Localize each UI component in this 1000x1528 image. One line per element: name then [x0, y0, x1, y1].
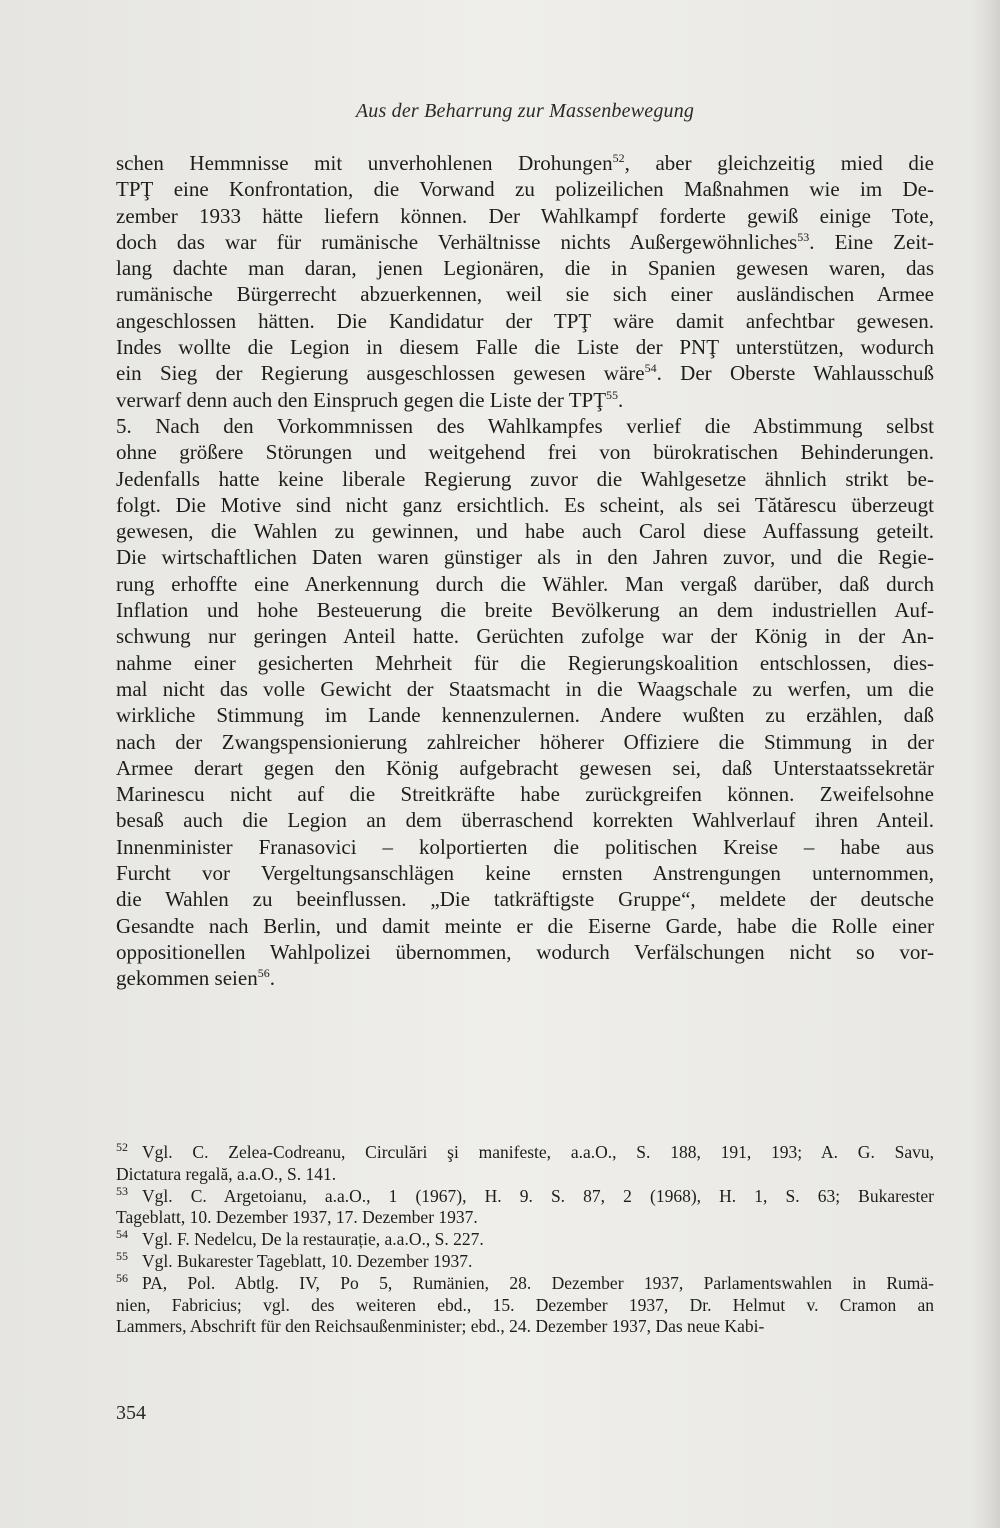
body-line: rumänische Bürgerrecht abzuerkennen, weil sie sich einer ausländischen Armee	[116, 282, 934, 307]
body-line: schwung nur geringen Anteil hatte. Gerüchten zufolge war der König in der An-	[116, 624, 934, 649]
body-line: Indes wollte die Legion in diesem Falle die Liste der PNŢ unterstützen, wodurch	[116, 335, 934, 360]
footnote-ref[interactable]: 54	[644, 361, 657, 376]
footnote-ref[interactable]: 53	[797, 229, 810, 244]
footnote	[116, 1251, 934, 1273]
body-line: Innenminister Franasovici – kolportierten die politischen Kreise – habe aus	[116, 834, 934, 859]
footnote-line: $^{54}$ Vgl. F. Nedelcu, De la restaurație, a.a.O., S. 227.	[116, 1227, 484, 1250]
footnote	[116, 1142, 934, 1186]
footnote	[116, 1229, 934, 1251]
footnotes	[116, 1142, 934, 1338]
footnote-number: 52	[116, 1140, 128, 1155]
body-line: Marinescu nicht auf die Streitkräfte habe zurückgreifen können. Zweifelsohne	[116, 782, 934, 807]
footnote-ref[interactable]: 56	[257, 966, 270, 981]
footnote-line: $^{55}$ Vgl. Bukarester Tageblatt, 10. Dezember 1937.	[116, 1249, 473, 1271]
body-text	[116, 150, 934, 992]
body-line: Inflation und hohe Besteuerung die breite Bevölkerung an dem industriellen Auf-	[116, 598, 934, 623]
body-line: TPŢ eine Konfrontation, die Vorwand zu polizeilichen Maßnahmen wie im De-	[116, 177, 934, 202]
footnote-number: 53	[116, 1183, 128, 1198]
body-line: zember 1933 hätte liefern können. Der Wahlkampf forderte gewiß einige Tote,	[116, 203, 934, 228]
body-line: Gesandte nach Berlin, und damit meinte er die Eiserne Garde, habe die Rolle einer	[116, 913, 934, 938]
body-line: schen Hemmnisse mit unverhohlenen Drohungen$^{52}$, aber gleichzeitig mied die	[116, 151, 934, 175]
running-header: Aus der Beharrung zur Massenbewegung	[355, 100, 695, 122]
footnote-line: Tageblatt, 10. Dezember 1937, 17. Dezember 1937.	[116, 1207, 478, 1228]
body-line: oppositionellen Wahlpolizei übernommen, wodurch Verfälschungen nicht so vor-	[116, 939, 934, 964]
body-line: ohne größere Störungen und weitgehend frei von bürokratischen Behinderungen.	[116, 440, 934, 465]
page-number: 354	[116, 1402, 146, 1424]
body-line: folgt. Die Motive sind nicht ganz ersichtlich. Es scheint, als sei Tătărescu überzeugt	[116, 492, 934, 517]
body-line: die Wahlen zu beeinflussen. „Die tatkräftigste Gruppe“, meldete der deutsche	[116, 887, 934, 912]
body-line: nach der Zwangspensionierung zahlreicher höherer Offiziere die Stimmung in der	[116, 729, 934, 754]
footnote-number: 55	[116, 1249, 128, 1264]
body-line: besaß auch die Legion an dem überraschend korrekten Wahlverlauf ihren Anteil.	[116, 808, 934, 833]
footnote	[116, 1270, 934, 1338]
page-edge-shadow	[972, 0, 1000, 1528]
body-line: mal nicht das volle Gewicht der Staatsmacht in die Waagschale zu werfen, um die	[116, 676, 934, 701]
footnote-line: nien, Fabricius; vgl. des weiteren ebd., 15. Dezember 1937, Dr. Helmut v. Cramon an	[116, 1294, 934, 1315]
body-line: wirkliche Stimmung im Lande kennenzulernen. Andere wußten zu erzählen, daß	[116, 703, 934, 728]
footnote-number: 56	[116, 1270, 128, 1285]
footnote	[116, 1183, 934, 1230]
footnote-line: $^{56}$ PA, Pol. Abtlg. IV, Po 5, Rumänien, 28. Dezember 1937, Parlamentswahlen in Rumä-	[116, 1270, 934, 1293]
body-line: rung erhoffte eine Anerkennung durch die Wähler. Man vergaß darüber, daß durch	[116, 571, 934, 596]
body-line: gewesen, die Wahlen zu gewinnen, und habe auch Carol diese Auffassung geteilt.	[116, 519, 934, 544]
body-line: ein Sieg der Regierung ausgeschlossen gewesen wäre$^{54}$. Der Oberste Wahlausschuß	[116, 361, 934, 386]
body-line: Furcht vor Vergeltungsanschlägen keine ernsten Anstrengungen unternommen,	[116, 861, 934, 886]
body-line: nahme einer gesicherten Mehrheit für die Regierungskoalition entschlossen, dies-	[116, 650, 934, 675]
body-line: 5. Nach den Vorkommnissen des Wahlkampfes verlief die Abstimmung selbst	[116, 413, 934, 438]
body-line: Armee derart gegen den König aufgebracht gewesen sei, daß Unterstaatssekretär	[116, 755, 934, 780]
body-line: gekommen seien$^{56}$.	[116, 966, 275, 991]
footnote-line: Lammers, Abschrift für den Reichsaußenminister; ebd., 24. Dezember 1937, Das neue Kabi-	[116, 1316, 765, 1337]
body-line: lang dachte man daran, jenen Legionären, die in Spanien gewesen waren, das	[116, 256, 934, 281]
footnote-line: $^{53}$ Vgl. C. Argetoianu, a.a.O., 1 (1967), H. 9. S. 87, 2 (1968), H. 1, S. 63; Bukarester	[116, 1183, 934, 1206]
footnote-line: $^{52}$ Vgl. C. Zelea-Codreanu, Circulări şi manifeste, a.a.O., S. 188, 191, 193; A. G. Savu,	[116, 1140, 934, 1162]
footnote-ref[interactable]: 52	[612, 151, 625, 165]
body-line: doch das war für rumänische Verhältnisse nichts Außergewöhnliches$^{53}$. Eine Zeit-	[116, 229, 934, 254]
body-line: angeschlossen hätten. Die Kandidatur der TPŢ wäre damit anfechtbar gewesen.	[116, 308, 934, 333]
body-line: Die wirtschaftlichen Daten waren günstiger als in den Jahren zuvor, und die Regie-	[116, 545, 934, 570]
body-line: Jedenfalls hatte keine liberale Regierung zuvor die Wahlgesetze ähnlich strikt be-	[116, 466, 934, 491]
body-line: verwarf denn auch den Einspruch gegen die Liste der TPŢ$^{55}$.	[116, 387, 624, 412]
footnote-line: Dictatura regală, a.a.O., S. 141.	[116, 1163, 337, 1184]
footnote-ref[interactable]: 55	[606, 387, 619, 402]
footnote-number: 54	[116, 1227, 128, 1242]
